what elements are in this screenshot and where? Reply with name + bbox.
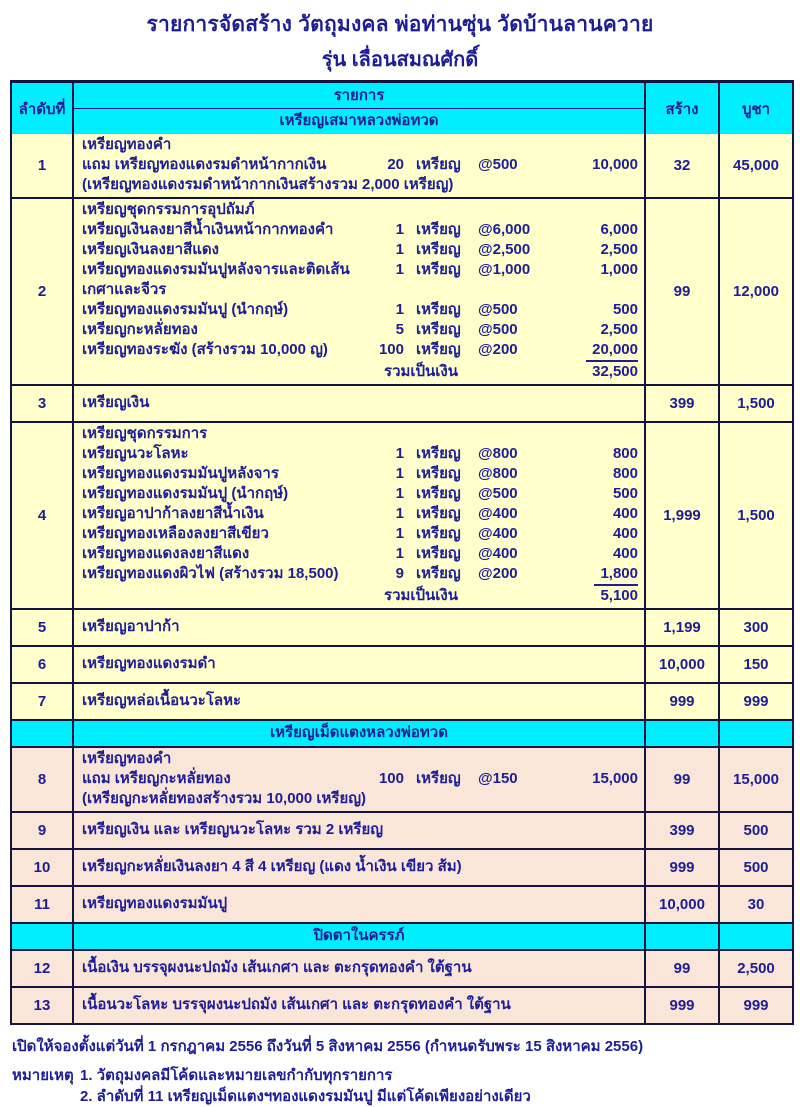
- item-text-line: เหรียญหล่อเนื้อนวะโลหะ: [82, 692, 242, 709]
- row-items-cell: [72, 850, 646, 885]
- row-items-cell: [72, 134, 646, 197]
- item-text-line: (เหรียญทองแดงรมดำหน้ากากเงินสร้างรวม 2,000 เหรียญ): [82, 176, 454, 193]
- item-unit: เหรียญ: [416, 525, 461, 542]
- item-unit: เหรียญ: [416, 545, 461, 562]
- row-number: 10: [33, 859, 51, 876]
- row-made-count: 399: [669, 822, 695, 839]
- item-detail-line: [82, 564, 638, 586]
- item-unit: เหรียญ: [416, 301, 461, 318]
- row-items-cell: [72, 748, 646, 811]
- item-name: เหรียญทองแดงรมมันปูหลังจาร: [82, 465, 279, 482]
- item-amount-value: 800: [612, 445, 638, 462]
- table-body: [12, 134, 792, 1023]
- item-unit: เหรียญ: [416, 465, 461, 482]
- item-qty: 1: [395, 465, 404, 482]
- item-sum-line: [82, 362, 638, 382]
- item-unit: เหรียญ: [416, 445, 461, 462]
- table-row: [12, 848, 792, 885]
- item-text-line: เหรียญทองแดงรมดำ: [82, 655, 216, 672]
- item-amount: [556, 484, 638, 504]
- item-unit: เหรียญ: [416, 321, 461, 338]
- row-made-count: 1,999: [663, 507, 701, 524]
- table-row: [12, 197, 792, 384]
- row-items-cell: [72, 647, 646, 682]
- item-qty: 1: [395, 545, 404, 562]
- item-unit-price: @200: [478, 341, 518, 358]
- row-number: 13: [33, 997, 51, 1014]
- item-name: เหรียญทองแดงรมมันปู (นำกฤษ์): [82, 301, 289, 318]
- item-amount-value: 20,000: [586, 340, 638, 362]
- item-amount: [556, 444, 638, 464]
- item-unit: เหรียญ: [416, 341, 461, 358]
- item-detail-line: [82, 260, 638, 300]
- row-made-count: 999: [669, 997, 695, 1014]
- item-amount: [556, 220, 638, 240]
- item-unit-price: @6,000: [478, 221, 531, 238]
- section-made-cell: [646, 924, 718, 949]
- row-number: 7: [37, 693, 47, 710]
- item-amount: [556, 240, 638, 260]
- item-detail-line: [82, 769, 638, 789]
- item-amount-value: 400: [612, 545, 638, 562]
- item-qty: 100: [378, 770, 404, 787]
- table-row: [12, 746, 792, 811]
- item-name: แถม เหรียญกะหลั่ยทอง: [82, 770, 231, 787]
- row-items-cell: [72, 423, 646, 608]
- row-number: 11: [34, 896, 50, 913]
- row-price: 1,500: [718, 423, 792, 608]
- item-unit-price: @400: [478, 525, 518, 542]
- item-qty: 1: [395, 261, 404, 278]
- notes-label: หมายเหตุ: [12, 1067, 74, 1084]
- item-qty: 100: [378, 341, 404, 358]
- item-unit: เหรียญ: [416, 241, 461, 258]
- item-amount: [556, 564, 638, 586]
- item-unit-price: @150: [478, 770, 518, 787]
- sum-label: รวมเป็นเงิน: [384, 587, 458, 604]
- row-made-count: 99: [673, 283, 691, 300]
- item-detail-line: [82, 320, 638, 340]
- item-text-line: เนื้อนวะโลหะ บรรจุผงนะปถมัง เส้นเกศา และ ตะกรุดทองคำ ใต้ฐาน: [82, 996, 511, 1013]
- item-name: เหรียญทองระฆัง (สร้างรวม 10,000 ญ): [82, 341, 328, 358]
- item-detail-line: [82, 524, 638, 544]
- item-text-line: เหรียญทองแดงรมมันปู: [82, 895, 228, 912]
- item-name: เหรียญเงินลงยาสีน้ำเงินหน้ากากทองคำ: [82, 221, 334, 238]
- row-price: 1,500: [718, 386, 792, 421]
- item-amount-value: 15,000: [592, 770, 638, 787]
- item-qty: 1: [395, 301, 404, 318]
- items-table: [10, 80, 794, 1025]
- section-no-cell: [12, 924, 72, 949]
- item-name: เหรียญกะหลั่ยทอง: [82, 321, 198, 338]
- item-text-line: เหรียญเงิน และ เหรียญนวะโลหะ รวม 2 เหรียญ: [82, 821, 384, 838]
- row-number: 2: [37, 283, 47, 300]
- row-made-count: 999: [669, 859, 695, 876]
- row-made-count: 99: [673, 771, 691, 788]
- row-price: 30: [718, 887, 792, 922]
- item-amount-value: 500: [612, 485, 638, 502]
- item-amount-value: 2,500: [600, 241, 638, 258]
- row-price: 999: [718, 988, 792, 1023]
- item-unit-price: @1,000: [478, 261, 531, 278]
- item-detail-line: [82, 464, 638, 484]
- item-detail-line: [82, 504, 638, 524]
- item-text-line: (เหรียญกะหลั่ยทองสร้างรวม 10,000 เหรียญ): [82, 790, 367, 807]
- item-detail-line: [82, 544, 638, 564]
- item-unit-price: @2,500: [478, 241, 531, 258]
- row-items-cell: [72, 386, 646, 421]
- item-text-line: เนื้อเงิน บรรจุผงนะปถมัง เส้นเกศา และ ตะกรุดทองคำ ใต้ฐาน: [82, 959, 472, 976]
- item-unit-price: @500: [478, 301, 518, 318]
- row-price: 500: [718, 813, 792, 848]
- item-unit: เหรียญ: [416, 156, 461, 173]
- item-detail-line: [82, 220, 638, 240]
- item-amount: [556, 300, 638, 320]
- table-row: [12, 134, 792, 197]
- item-amount: [556, 464, 638, 484]
- row-made-count: 1,199: [663, 619, 701, 636]
- item-amount-value: 1,000: [600, 261, 638, 278]
- section-no-cell: [12, 721, 72, 746]
- section-made-cell: [646, 721, 718, 746]
- item-text-line: เหรียญชุดกรรมการอุปถัมภ์: [82, 201, 255, 218]
- row-items-cell: [72, 988, 646, 1023]
- item-name: เหรียญทองแดงรมมันปู (นำกฤษ์): [82, 485, 289, 502]
- row-items-cell: [72, 684, 646, 719]
- row-price: 2,500: [718, 951, 792, 986]
- item-name: เหรียญทองแดงลงยาสีแดง: [82, 545, 250, 562]
- row-price: 12,000: [718, 199, 792, 384]
- row-made-count: 10,000: [659, 656, 705, 673]
- item-unit: เหรียญ: [416, 505, 461, 522]
- item-amount-value: 400: [612, 505, 638, 522]
- item-unit: เหรียญ: [416, 485, 461, 502]
- item-unit: เหรียญ: [416, 770, 461, 787]
- row-price: 150: [718, 647, 792, 682]
- item-qty: 1: [395, 505, 404, 522]
- row-made-count: 10,000: [659, 896, 705, 913]
- item-unit-price: @500: [478, 485, 518, 502]
- item-qty: 1: [395, 221, 404, 238]
- note-item: 2. ลำดับที่ 11 เหรียญเม็ดแตงฯทองแดงรมมันปู มีแต่โค้ดเพียงอย่างเดียว: [80, 1088, 531, 1105]
- row-number: 9: [37, 822, 47, 839]
- table-row: [12, 608, 792, 645]
- item-name: เหรียญเงินลงยาสีแดง: [82, 241, 219, 258]
- row-number: 5: [37, 619, 47, 636]
- item-detail-line: [82, 300, 638, 320]
- item-detail-line: [82, 484, 638, 504]
- item-amount-value: 10,000: [592, 156, 638, 173]
- row-price: 45,000: [718, 134, 792, 197]
- table-row: [12, 885, 792, 922]
- item-amount: [556, 260, 638, 280]
- section-label: ปิดตาในครรภ์: [72, 924, 646, 949]
- item-amount-value: 500: [612, 301, 638, 318]
- item-amount: [556, 320, 638, 340]
- item-amount-value: 400: [612, 525, 638, 542]
- row-number: 8: [37, 771, 47, 788]
- table-row: [12, 811, 792, 848]
- item-name: เหรียญอาปาก้าลงยาสีน้ำเงิน: [82, 505, 264, 522]
- row-number: 4: [37, 507, 47, 524]
- item-qty: 1: [395, 485, 404, 502]
- section-price-cell: [718, 721, 792, 746]
- row-items-cell: [72, 887, 646, 922]
- item-amount-value: 2,500: [600, 321, 638, 338]
- row-price: 999: [718, 684, 792, 719]
- sum-label: รวมเป็นเงิน: [384, 363, 458, 380]
- section-price-cell: [718, 924, 792, 949]
- item-text-line: เหรียญทองคำ: [82, 136, 172, 153]
- item-text-line: เหรียญทองคำ: [82, 750, 172, 767]
- item-name: เหรียญทองแดงรมมันปูหลังจารและติดเส้นเกศาและจีวร: [82, 261, 350, 298]
- item-detail-line: [82, 340, 638, 362]
- col-header-no: ลำดับที่: [18, 100, 66, 118]
- row-price: 300: [718, 610, 792, 645]
- item-amount: [556, 340, 638, 362]
- section-header-row: [12, 719, 792, 746]
- item-detail-line: [82, 240, 638, 260]
- col-header-made: สร้าง: [665, 100, 699, 118]
- item-unit-price: @500: [478, 321, 518, 338]
- section-label: เหรียญเม็ดแตงหลวงพ่อทวด: [72, 721, 646, 746]
- item-amount: [556, 769, 638, 789]
- row-number: 6: [37, 656, 47, 673]
- item-unit-price: @800: [478, 465, 518, 482]
- item-name: เหรียญทองเหลืองลงยาสีเขียว: [82, 525, 269, 542]
- table-row: [12, 682, 792, 719]
- item-text-line: เหรียญชุดกรรมการ: [82, 425, 208, 442]
- note-item: 1. วัตถุมงคลมีโค้ดและหมายเลขกำกับทุกรายการ: [80, 1067, 393, 1084]
- item-unit-price: @500: [478, 156, 518, 173]
- page-subtitle: รุ่น เลื่อนสมณศักดิ์: [321, 49, 479, 71]
- table-row: [12, 421, 792, 608]
- table-row: [12, 949, 792, 986]
- row-items-cell: [72, 951, 646, 986]
- item-text-line: เหรียญอาปาก้า: [82, 618, 180, 635]
- item-amount: [556, 155, 638, 175]
- sum-amount: 32,500: [592, 363, 638, 380]
- row-made-count: 399: [669, 395, 695, 412]
- item-amount-value: 800: [612, 465, 638, 482]
- item-unit-price: @200: [478, 565, 518, 582]
- row-price: 15,000: [718, 748, 792, 811]
- row-items-cell: [72, 813, 646, 848]
- table-header-row: [12, 83, 792, 134]
- item-text-line: เหรียญเงิน: [82, 394, 150, 411]
- col-header-items: [72, 83, 646, 134]
- notes: [12, 1065, 790, 1107]
- item-qty: 5: [395, 321, 404, 338]
- col-header-items-label: รายการ: [74, 83, 644, 109]
- item-name: เหรียญทองแดงผิวไฟ (สร้างรวม 18,500): [82, 565, 339, 582]
- table-row: [12, 986, 792, 1023]
- row-number: 3: [37, 395, 47, 412]
- item-name: เหรียญนวะโลหะ: [82, 445, 189, 462]
- item-unit-price: @800: [478, 445, 518, 462]
- section-header-sema: เหรียญเสมาหลวงพ่อทวด: [279, 112, 439, 129]
- row-price: 500: [718, 850, 792, 885]
- row-number: 12: [33, 960, 51, 977]
- item-amount: [556, 544, 638, 564]
- item-unit: เหรียญ: [416, 221, 461, 238]
- item-detail-line: [82, 444, 638, 464]
- row-items-cell: [72, 199, 646, 384]
- sum-amount: 5,100: [600, 587, 638, 604]
- row-made-count: 999: [669, 693, 695, 710]
- row-items-cell: [72, 610, 646, 645]
- item-unit-price: @400: [478, 505, 518, 522]
- item-text-line: เหรียญกะหลั่ยเงินลงยา 4 สี 4 เหรียญ (แดง น้ำเงิน เขียว ส้ม): [82, 858, 462, 875]
- item-qty: 1: [395, 241, 404, 258]
- table-row: [12, 384, 792, 421]
- item-qty: 20: [387, 156, 404, 173]
- table-row: [12, 645, 792, 682]
- row-made-count: 32: [673, 157, 691, 174]
- item-unit-price: @400: [478, 545, 518, 562]
- item-qty: 1: [395, 445, 404, 462]
- booking-period-text: เปิดให้จองตั้งแต่วันที่ 1 กรกฎาคม 2556 ถึงวันที่ 5 สิงหาคม 2556 (กำหนดรับพระ 15 สิงหาคม 2556): [12, 1038, 644, 1055]
- item-detail-line: [82, 155, 638, 175]
- row-made-count: 99: [673, 960, 691, 977]
- item-amount-value: 1,800: [594, 564, 638, 586]
- row-number: 1: [37, 157, 47, 174]
- item-unit: เหรียญ: [416, 261, 461, 278]
- item-amount: [556, 504, 638, 524]
- item-unit: เหรียญ: [416, 565, 461, 582]
- item-qty: 1: [395, 525, 404, 542]
- item-amount: [556, 524, 638, 544]
- page-title: รายการจัดสร้าง วัตถุมงคล พ่อท่านซุ่น วัดบ้านลานควาย: [146, 13, 654, 36]
- section-header-row: [12, 922, 792, 949]
- item-qty: 9: [395, 565, 404, 582]
- col-header-price: บูชา: [718, 83, 792, 134]
- note-list: [80, 1065, 531, 1107]
- item-amount-value: 6,000: [600, 221, 638, 238]
- item-sum-line: [82, 586, 638, 606]
- item-name: แถม เหรียญทองแดงรมดำหน้ากากเงิน: [82, 156, 327, 173]
